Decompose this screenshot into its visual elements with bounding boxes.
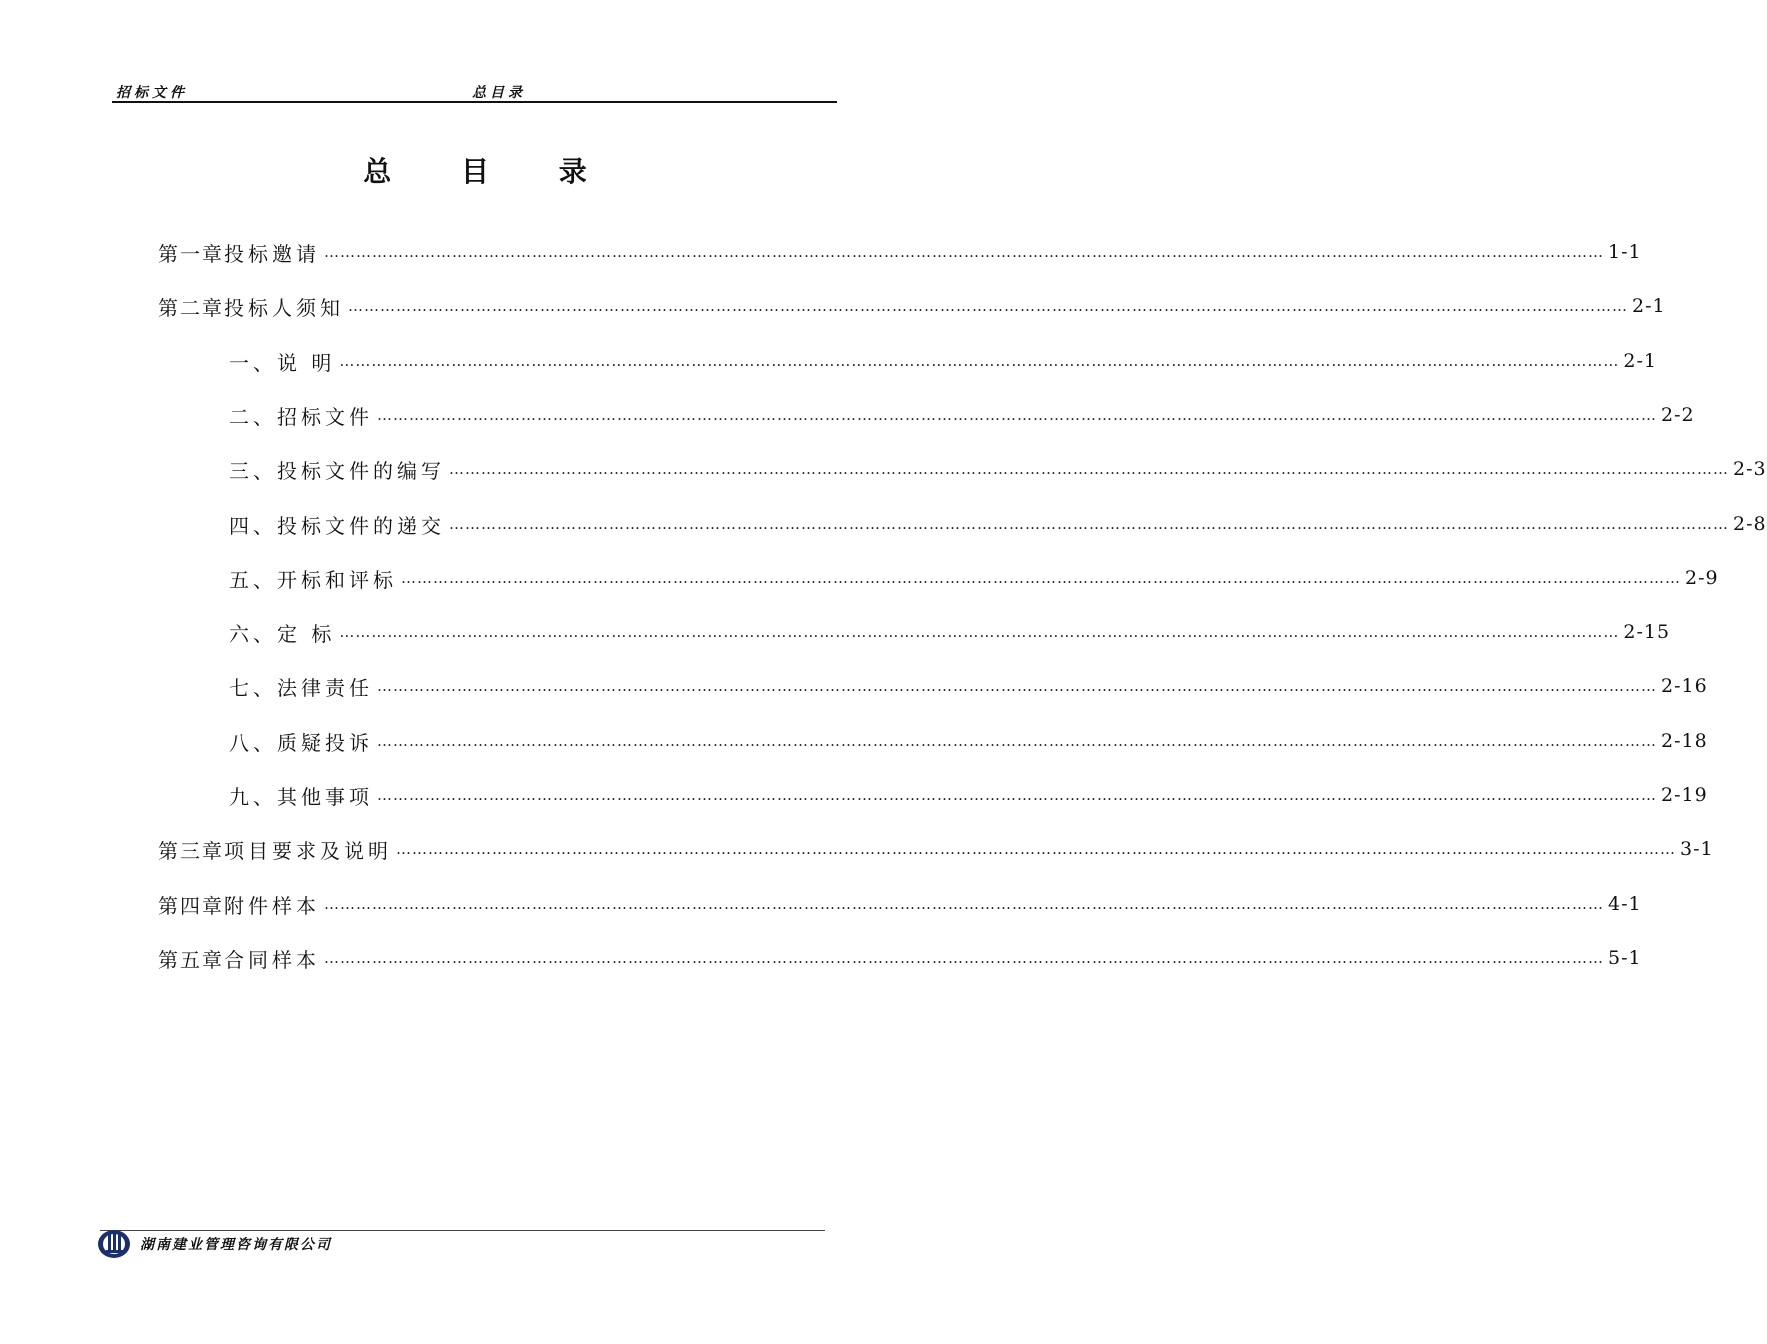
toc-page-number: 2-3 — [1733, 458, 1767, 480]
toc-entry-label: 五、开标和评标 — [229, 567, 397, 592]
toc-entry — [229, 782, 1708, 809]
toc-leader-dots: …………………………………………………………………………………………………………………………………………………………………………………………………………………… — [377, 406, 1657, 424]
toc-entry-label: 项目要求及说明 — [224, 838, 392, 863]
toc-entry-label: 二、招标文件 — [229, 404, 373, 429]
toc-chapter-number: 第五章 — [158, 947, 224, 972]
toc-leader-dots: …………………………………………………………………………………………………………………………………………………………………………………………………………………… — [396, 840, 1676, 858]
toc-chapter-number: 第一章 — [158, 241, 224, 266]
toc-entry-label: 投标人须知 — [224, 295, 344, 320]
toc-entry-label: 六、定 标 — [229, 621, 336, 646]
toc-entry-label: 九、其他事项 — [229, 784, 373, 809]
page-title: 总 目 录 — [363, 155, 617, 188]
toc-entry — [229, 456, 1767, 483]
toc-page-number: 2-16 — [1661, 675, 1708, 697]
toc-entry-label: 一、说 明 — [229, 350, 336, 375]
toc-page-number: 2-1 — [1623, 350, 1657, 372]
toc-leader-dots: …………………………………………………………………………………………………………………………………………………………………………………………………………………… — [449, 515, 1729, 533]
toc-chapter-number: 第四章 — [158, 893, 224, 918]
toc-leader-dots: …………………………………………………………………………………………………………………………………………………………………………………………………………………… — [324, 243, 1604, 261]
toc-entry — [229, 728, 1708, 755]
company-logo-icon — [96, 1228, 132, 1260]
toc-entry-label: 合同样本 — [224, 947, 320, 972]
toc-entry — [229, 619, 1671, 646]
toc-page-number: 5-1 — [1608, 947, 1642, 969]
toc-entry-label: 四、投标文件的递交 — [229, 513, 445, 538]
page-footer — [96, 1228, 332, 1260]
company-name: 湖南建业管理咨询有限公司 — [140, 1237, 332, 1253]
header-divider — [112, 101, 837, 103]
toc-chapter-number: 第二章 — [158, 295, 224, 320]
toc-page-number: 2-18 — [1661, 730, 1708, 752]
toc-entry — [158, 239, 1642, 266]
toc-leader-dots: …………………………………………………………………………………………………………………………………………………………………………………………………………………… — [324, 895, 1604, 913]
toc-entry — [229, 511, 1767, 538]
toc-entry-label: 三、投标文件的编写 — [229, 458, 445, 483]
toc-page-number: 2-2 — [1661, 404, 1695, 426]
toc-entry — [229, 673, 1708, 700]
toc-entry-label: 八、质疑投诉 — [229, 730, 373, 755]
toc-page-number: 2-1 — [1632, 295, 1666, 317]
toc-leader-dots: …………………………………………………………………………………………………………………………………………………………………………………………………………………… — [339, 623, 1620, 641]
toc-leader-dots: …………………………………………………………………………………………………………………………………………………………………………………………………………………… — [401, 569, 1681, 587]
toc-page-number: 2-19 — [1661, 784, 1708, 806]
page-header — [112, 80, 836, 102]
toc-entry-label: 附件样本 — [224, 893, 320, 918]
header-section-title: 总目录 — [472, 85, 526, 101]
toc-entry-label: 七、法律责任 — [229, 675, 373, 700]
header-doc-type: 招标文件 — [116, 85, 188, 101]
toc-leader-dots: …………………………………………………………………………………………………………………………………………………………………………………………………………………… — [348, 297, 1628, 315]
toc-page-number: 1-1 — [1608, 241, 1642, 263]
toc-leader-dots: …………………………………………………………………………………………………………………………………………………………………………………………………………………… — [377, 677, 1657, 695]
toc-page-number: 2-9 — [1685, 567, 1719, 589]
toc-page-number: 4-1 — [1608, 893, 1642, 915]
toc-leader-dots: …………………………………………………………………………………………………………………………………………………………………………………………………………………… — [339, 352, 1620, 370]
toc-entry — [229, 565, 1719, 592]
toc-leader-dots: …………………………………………………………………………………………………………………………………………………………………………………………………………………… — [377, 732, 1657, 750]
toc-chapter-number: 第三章 — [158, 838, 224, 863]
toc-entry — [158, 945, 1642, 972]
toc-entry-label: 投标邀请 — [224, 241, 320, 266]
toc-entry — [158, 836, 1714, 863]
toc-page-number: 2-15 — [1623, 621, 1671, 643]
toc-entry — [229, 348, 1657, 375]
toc-page-number: 3-1 — [1680, 838, 1714, 860]
toc-leader-dots: …………………………………………………………………………………………………………………………………………………………………………………………………………………… — [377, 786, 1657, 804]
toc-entry — [158, 293, 1666, 320]
toc-entry — [158, 891, 1642, 918]
toc-leader-dots: …………………………………………………………………………………………………………………………………………………………………………………………………………………… — [449, 460, 1729, 478]
toc-entry — [229, 402, 1695, 429]
toc-page-number: 2-8 — [1733, 513, 1767, 535]
toc-leader-dots: …………………………………………………………………………………………………………………………………………………………………………………………………………………… — [324, 949, 1604, 967]
